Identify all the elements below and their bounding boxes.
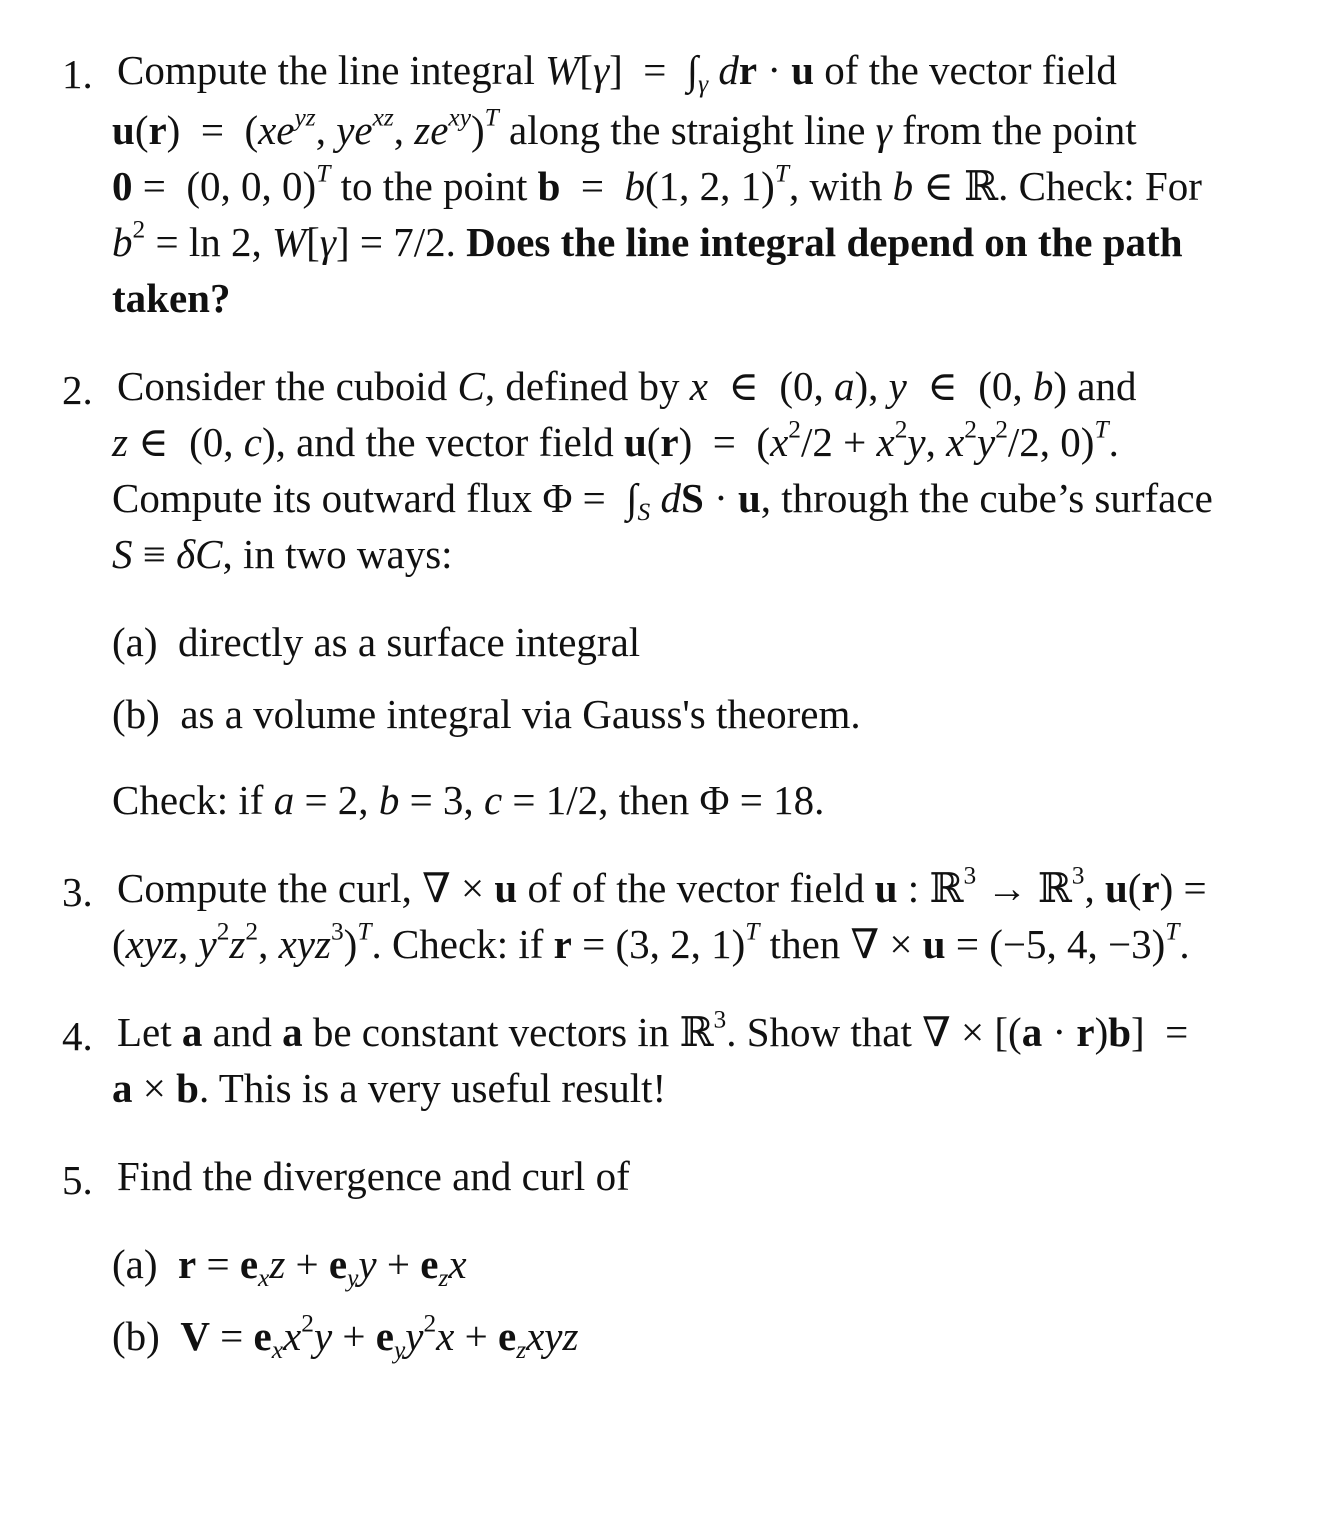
problem-2-number: 2. xyxy=(62,367,93,413)
problem-5-line-1: Find the divergence and curl of xyxy=(117,1153,630,1199)
problem-4-line-1: Let a and a be constant vectors in ℝ$^3$. Show that ∇ × [(a · r)b] = xyxy=(117,1005,1189,1055)
problem-5-part-b: (b) $V = e_xx^2y + e_yy^2x + e_zxyz$ xyxy=(112,1309,579,1365)
problem-5-part-a: (a) $r = e_xz + e_yy + e_zx$ xyxy=(112,1241,467,1293)
problem-2-line-3: Compute its outward flux $\Phi = \int_S$ dS · u, through the cube’s surface xyxy=(112,475,1213,527)
problem-1-line-5: taken? xyxy=(112,275,231,321)
problem-1-line-2: $u(r) = (xe^{yz}$, $ye^{xz}$, $ze^{xy})^T$ along the straight line γ from the point xyxy=(112,103,1137,153)
problem-5-number: 5. xyxy=(62,1157,93,1203)
problem-1-number: 1. xyxy=(62,51,93,97)
problem-1-line-3: 0 = (0, 0, 0)$^T$ to the point b = b(1, 2, 1)$^T$, with b ∈ ℝ. Check: For xyxy=(112,159,1202,209)
problem-1-line-4: $b^2 = \ln 2$, W[γ] = 7/2. Does the line integral depend on the path xyxy=(112,215,1183,265)
problem-4-number: 4. xyxy=(62,1013,93,1059)
problem-1-line-1: Compute the line integral $W[\gamma] = \int_\gamma$ dr · u of the vector field xyxy=(117,47,1117,99)
problem-2-line-4: S ≡ δC, in two ways: xyxy=(112,531,453,577)
problem-3-line-2: (xyz, $y^2z^2$, xyz$^3$)$^T$. Check: if r = (3, 2, 1)$^T$ then ∇ × u = (−5, 4, −3)$^T$. xyxy=(112,917,1190,967)
problem-2-line-2: z ∈ (0, c), and the vector field $u(r) = (x^2/2 + x^2y$, $x^2y^2/2$, 0)$^T$. xyxy=(112,415,1119,465)
problem-3-line-1: Compute the curl, ∇ × u of of the vector field u : ℝ$^3$ → ℝ$^3$, u(r) = xyxy=(117,861,1207,911)
problem-3-number: 3. xyxy=(62,869,93,915)
problem-2-part-b: (b) as a volume integral via Gauss's theorem. xyxy=(112,691,861,737)
problem-2-check: Check: if a = 2, b = 3, c = 1/2, then Φ = 18. xyxy=(112,777,825,823)
problem-4-line-2: a × b. This is a very useful result! xyxy=(112,1065,667,1111)
problem-2-part-a: (a) directly as a surface integral xyxy=(112,619,641,665)
problem-2-line-1: Consider the cuboid C, defined by x ∈ (0, a), y ∈ (0, b) and xyxy=(117,363,1137,409)
